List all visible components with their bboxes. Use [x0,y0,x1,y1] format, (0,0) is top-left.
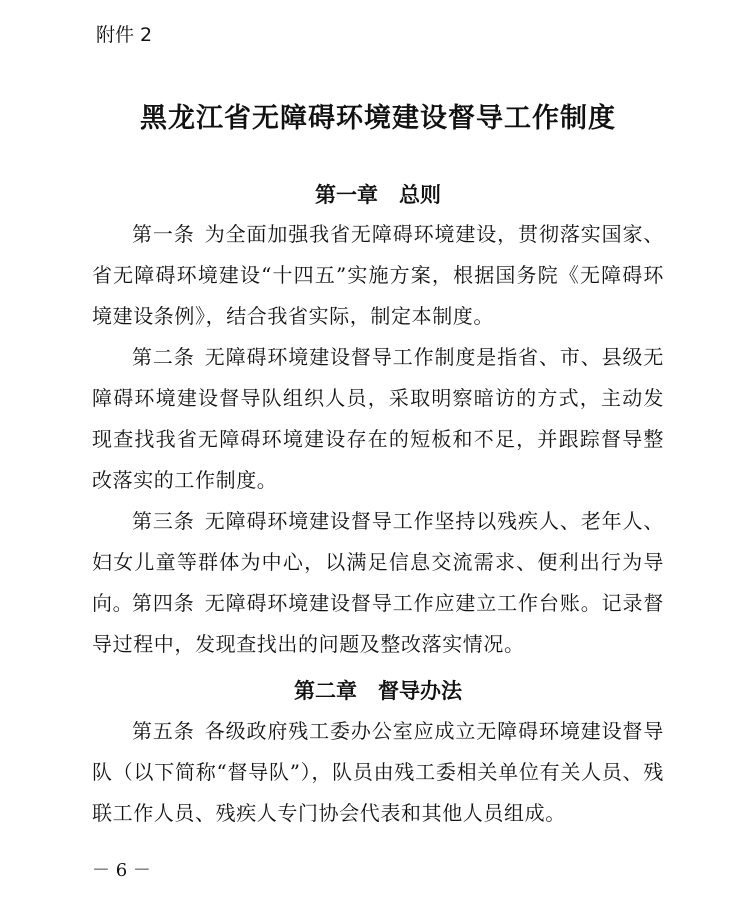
document-title: 黑龙江省无障碍环境建设督导工作制度 [140,103,616,134]
chapter-2-heading: 第二章 督导办法 [294,679,462,703]
article-1-text: 为全面加强我省无障碍环境建设，贯彻落实国家、省无障碍环境建设“十四五”实施方案，根据国务院《无障碍环境建设条例》，结合我省实际，制定本制度。 [92,222,664,328]
chapter-1-heading: 第一章 总则 [315,183,441,207]
article-4-number: 第四条 [132,591,195,615]
article-2-text: 无障碍环境建设督导工作制度是指省、市、县级无障碍环境建设督导队组织人员，采取明察暗访的方式，主动发现查找我省无障碍环境建设存在的短板和不足，并跟踪督导整改落实的工作制度。 [92,345,664,492]
article-1 [92,214,664,337]
article-4-text: 无障碍环境建设督导工作应建立工作台账。记录督导过程中，发现查找出的问题及整改落实情况。 [92,591,664,656]
article-2-number: 第二条 [132,345,195,369]
article-3-text: 无障碍环境建设督导工作坚持以残疾人、老年人、妇女儿童等群体为中心，以满足信息交流需求、便利出行为导向。 [92,509,664,615]
page-number: － 6 － [92,860,151,881]
article-1-number: 第一条 [132,222,195,246]
article-5-text: 各级政府残工委办公室应成立无障碍环境建设督导队（以下简称“督导队”），队员由残工委相关单位有关人员、残联工作人员、残疾人专门协会代表和其他人员组成。 [92,719,664,825]
attachment-label: 附件 2 [96,24,153,46]
article-3-number: 第三条 [132,509,195,533]
article-2 [92,337,664,501]
article-5 [92,711,664,834]
article-4 [92,583,664,665]
article-5-number: 第五条 [132,719,195,743]
